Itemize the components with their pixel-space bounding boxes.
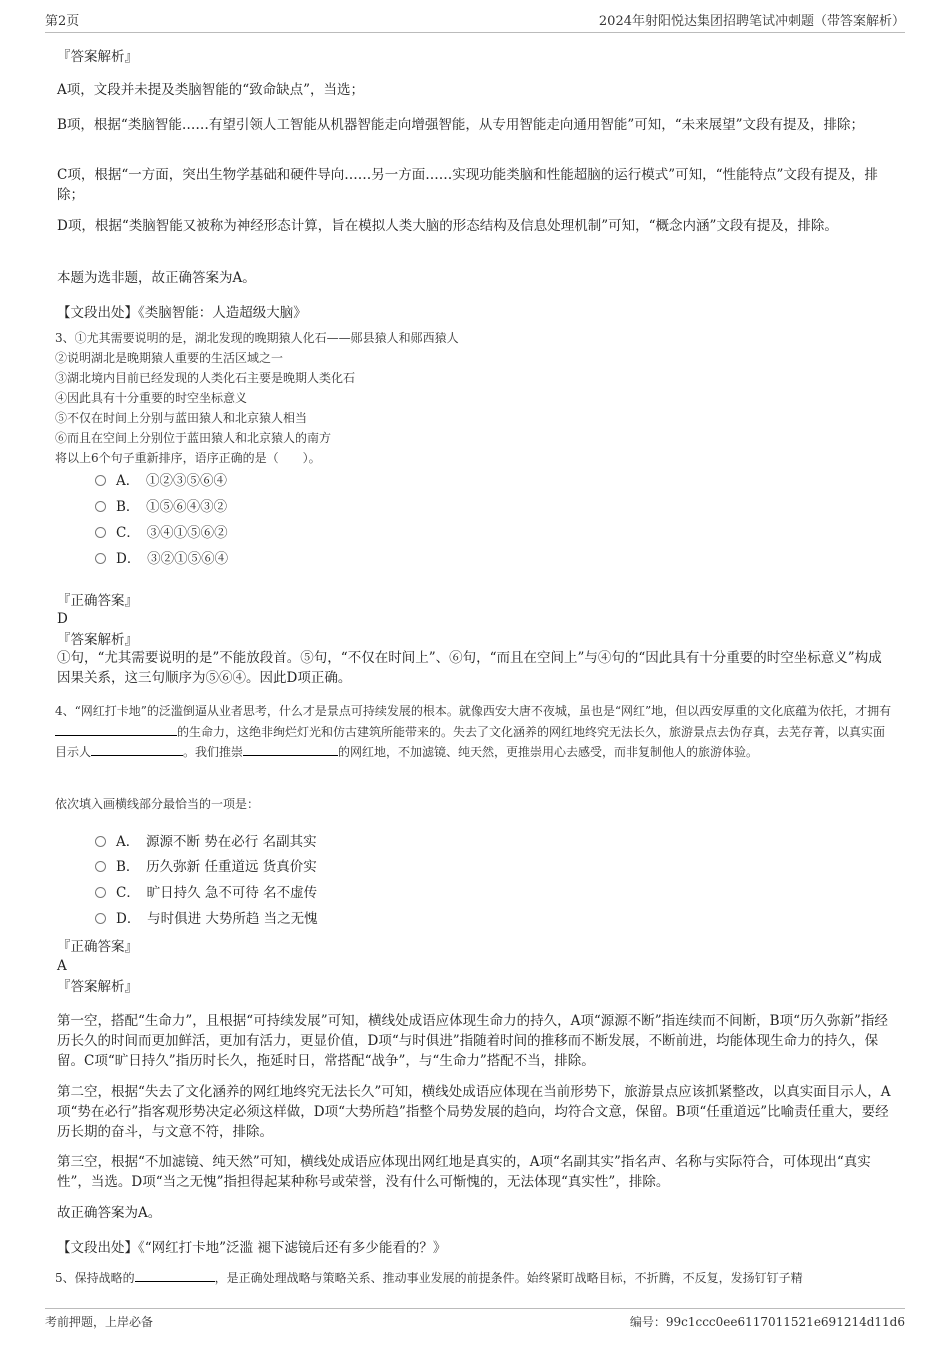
q3-line-2: ②说明湖北是晚期猿人重要的生活区域之一 [55, 351, 284, 365]
radio-icon[interactable] [95, 861, 106, 872]
q2-analysis-a: A项，文段并未提及类脑智能的“致命缺点”，当选； [57, 82, 365, 98]
q3-line-3: ③湖北境内目前已经发现的人类化石主要是晚期人类化石 [55, 371, 356, 385]
q2-analysis-label: 『答案解析』 [57, 49, 138, 65]
page-number: 第2页 [45, 14, 80, 29]
q3-analysis: ①句，“尤其需要说明的是”不能放段首。⑤句，“不仅在时间上”、⑥句，“而且在空间上”与④句的“因此具有十分重要的时空坐标意义”构成因果关系，这三句顺序为⑤⑥④。因此D项正确。 [57, 650, 882, 686]
page-header [45, 10, 905, 30]
q2-source: 【文段出处】《类脑智能：人造超级大脑》 [57, 305, 307, 321]
q4-option-c[interactable]: C． 旷日持久 急不可待 名不虚传 [95, 883, 317, 903]
q2-analysis-d: D项，根据“类脑智能又被称为神经形态计算，旨在模拟人类大脑的形态结构及信息处理机制”可知，“概念内涵”文段有提及，排除。 [57, 218, 838, 234]
blank-2 [91, 743, 183, 756]
blank-1 [55, 723, 177, 736]
q4-prompt: 依次填入画横线部分最恰当的一项是： [55, 797, 260, 811]
blank-4 [135, 1269, 215, 1282]
q4-answer: A [57, 958, 67, 974]
q3-option-c[interactable]: C． ③④①⑤⑥② [95, 523, 228, 543]
footer-slogan: 考前押题，上岸必备 [45, 1315, 154, 1329]
q3-option-a[interactable]: A． ①②③⑤⑥④ [95, 471, 227, 491]
q3-option-b[interactable]: B． ①⑤⑥④③② [95, 497, 227, 517]
blank-3 [243, 743, 338, 756]
q3-option-d[interactable]: D． ③②①⑤⑥④ [95, 549, 228, 569]
q3-answer: D [57, 611, 68, 627]
q4-analysis-label: 『答案解析』 [57, 979, 138, 995]
footer-divider [45, 1308, 905, 1309]
radio-icon[interactable] [95, 501, 106, 512]
radio-icon[interactable] [95, 913, 106, 924]
q3-line-4: ④因此具有十分重要的时空坐标意义 [55, 391, 248, 405]
radio-icon[interactable] [95, 475, 106, 486]
doc-title: 2024年射阳悦达集团招聘笔试冲刺题（带答案解析） [598, 14, 905, 29]
q4-option-b[interactable]: B． 历久弥新 任重道远 货真价实 [95, 857, 317, 877]
q3-prompt: 将以上6个句子重新排序，语序正确的是（ ）。 [55, 451, 321, 465]
radio-icon[interactable] [95, 553, 106, 564]
doc-serial: 编号：99c1ccc0ee6117011521e691214d11d6 [629, 1315, 905, 1329]
header-divider [45, 32, 905, 33]
q3-line-6: ⑥而且在空间上分别位于蓝田猿人和北京猿人的南方 [55, 431, 332, 445]
q4-analysis-1: 第一空，搭配“生命力”，且根据“可持续发展”可知，横线处成语应体现生命力的持久，A项“源源不断”指连续而不间断，B项“历久弥新”指经历长久的时间而更加鲜活，更加有活力，更显价值，D项“与时俱进”指随着时间的推移而不断发展，不断前进，均能体现生命力的持久，保留。C项“旷日持久”指历时长久，拖延时日，常搭配“战争”，与“生命力”搭配不当，排除。 [57, 1013, 888, 1069]
q4-conclusion: 故正确答案为A。 [57, 1205, 162, 1221]
q2-conclusion: 本题为选非题，故正确答案为A。 [57, 270, 256, 286]
q3-line-5: ⑤不仅在时间上分别与蓝田猿人和北京猿人相当 [55, 411, 308, 425]
q3-analysis-label: 『答案解析』 [57, 632, 138, 648]
q2-analysis-c: C项，根据“一方面，突出生物学基础和硬件导向……另一方面……实现功能类脑和性能超脑的运行模式”可知，“性能特点”文段有提及，排除； [57, 167, 878, 203]
q3-line-1: 3、①尤其需要说明的是，湖北发现的晚期猿人化石——郧县猿人和郧西猿人 [55, 331, 459, 345]
radio-icon[interactable] [95, 887, 106, 898]
q5-passage: 5、保持战略的 ，是正确处理战略与策略关系、推动事业发展的前提条件。始终紧盯战略目标，不折腾，不反复，发扬钉钉子精 [55, 1271, 803, 1285]
q4-option-d[interactable]: D． 与时俱进 大势所趋 当之无愧 [95, 909, 318, 929]
radio-icon[interactable] [95, 836, 106, 847]
q4-analysis-3: 第三空，根据“不加滤镜、纯天然”可知，横线处成语应体现出网红地是真实的，A项“名副其实”指名声、名称与实际符合，可体现出“真实性”，当选。D项“当之无愧”指担得起某种称号或荣誉，没有什么可惭愧的，无法体现“真实性”，排除。 [57, 1154, 871, 1190]
radio-icon[interactable] [95, 527, 106, 538]
q4-passage: 4、“网红打卡地”的泛滥倒逼从业者思考，什么才是景点可持续发展的根本。就像西安大唐不夜城，虽也是“网红”地，但以西安厚重的文化底蕴为依托，才拥有的生命力，这绝非绚烂灯光和仿古建筑所能带来的。失去了文化涵养的网红地终究无法长久，旅游景点去伪存真，去芜存菁，以真实面目示人 。我们推崇 的网红地，不加滤镜、纯天然，更推崇用心去感受，而非复制他人的旅游体验。 [55, 704, 892, 759]
q4-source: 【文段出处】《“网红打卡地”泛滥 褪下滤镜后还有多少能看的？》 [57, 1240, 447, 1256]
q4-option-a[interactable]: A． 源源不断 势在必行 名副其实 [95, 832, 317, 852]
q3-answer-label: 『正确答案』 [57, 593, 138, 609]
page-footer [45, 1313, 905, 1330]
q4-analysis-2: 第二空，根据“失去了文化涵养的网红地终究无法长久”可知，横线处成语应体现在当前形势下，旅游景点应该抓紧整改，以真实面目示人，A项“势在必行”指客观形势决定必须这样做，D项“大势所趋”指整个局势发展的趋向，均符合文意，保留。B项“任重道远”比喻责任重大，要经历长期的奋斗，与文意不符，排除。 [57, 1084, 891, 1140]
q2-analysis-b: B项，根据“类脑智能……有望引领人工智能从机器智能走向增强智能，从专用智能走向通用智能”可知，“未来展望”文段有提及，排除； [57, 117, 865, 133]
q4-answer-label: 『正确答案』 [57, 939, 138, 955]
